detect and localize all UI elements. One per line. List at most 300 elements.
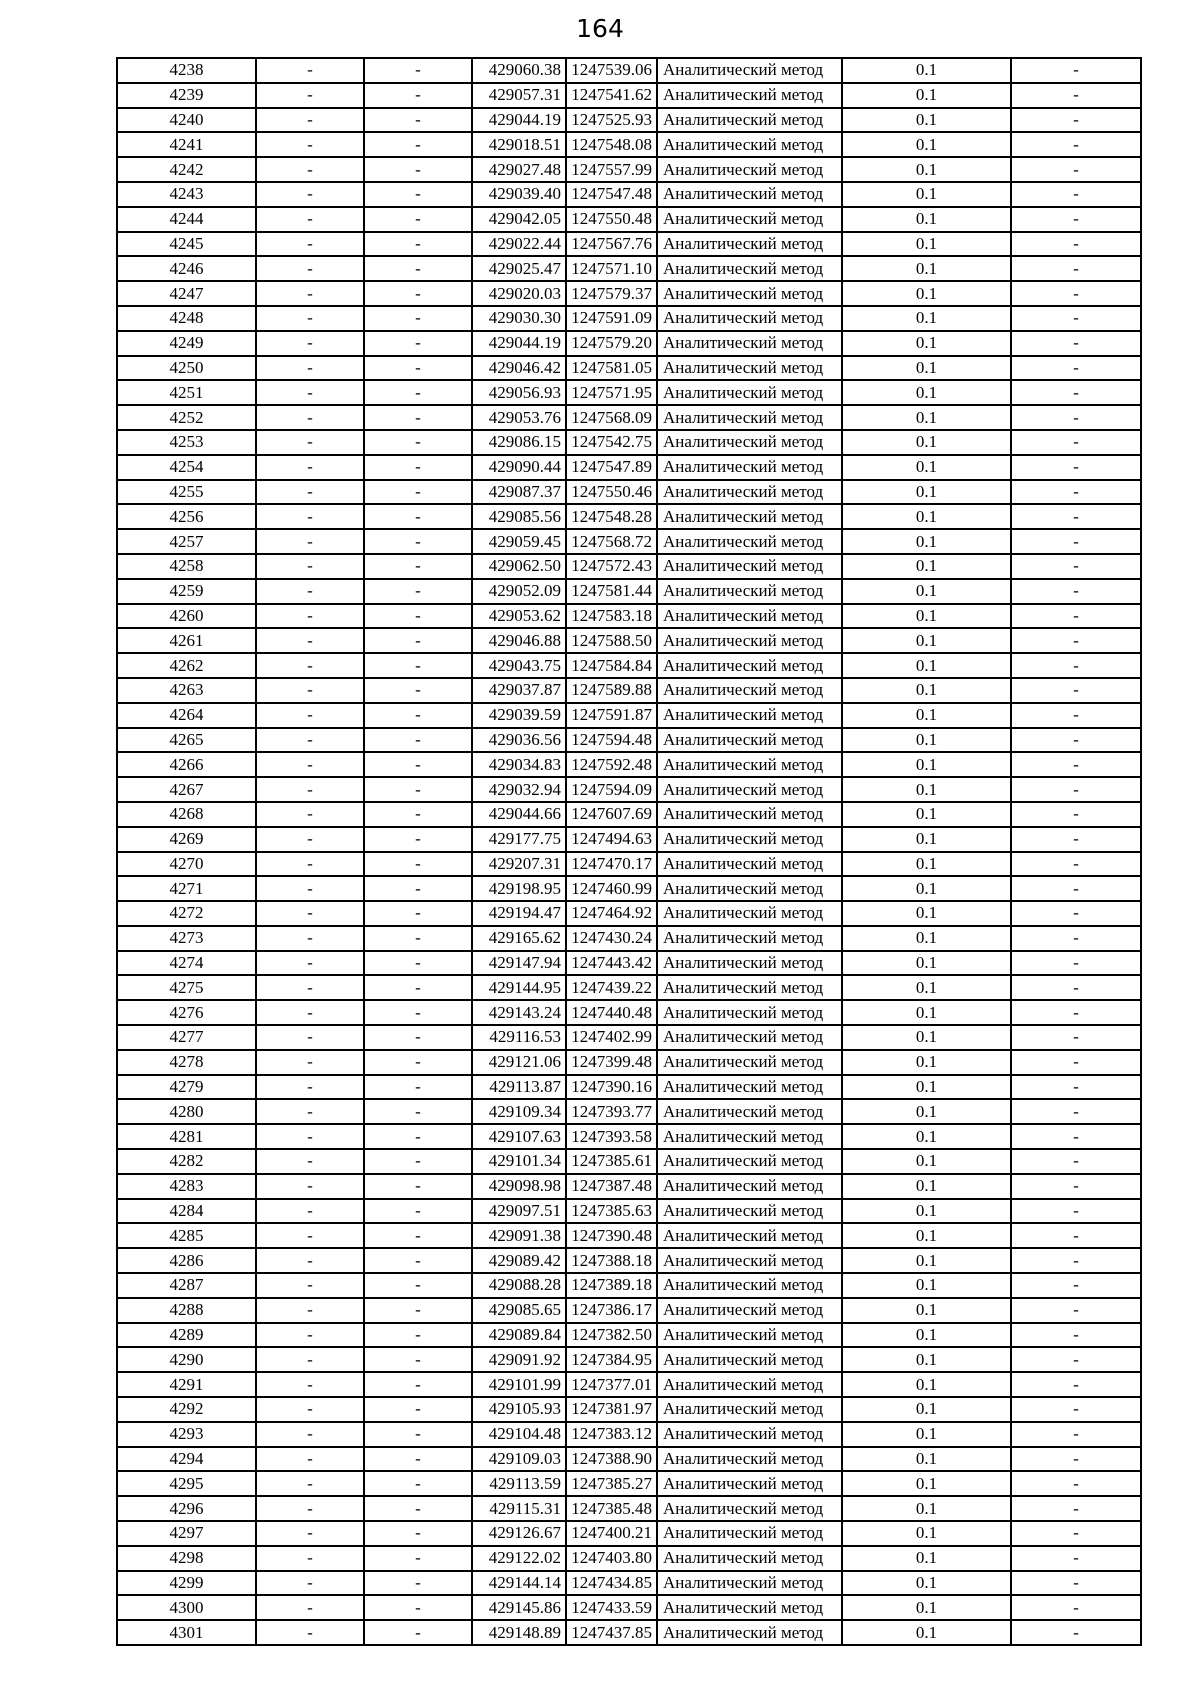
table-row (117, 306, 1141, 331)
method-cell: Аналитический метод (657, 1273, 842, 1298)
point-number-cell: 4289 (117, 1323, 256, 1348)
point-number-cell: 4285 (117, 1223, 256, 1248)
method-cell: Аналитический метод (657, 1298, 842, 1323)
x-coordinate-cell: 429046.42 (472, 356, 566, 381)
dash-cell: - (364, 1000, 472, 1025)
dash-cell: - (256, 1099, 364, 1124)
y-coordinate-cell: 1247572.43 (566, 554, 657, 579)
x-coordinate-cell: 429046.88 (472, 628, 566, 653)
point-number-cell: 4256 (117, 504, 256, 529)
dash-cell: - (364, 1397, 472, 1422)
y-coordinate-cell: 1247581.05 (566, 356, 657, 381)
dash-cell: - (1011, 554, 1141, 579)
point-number-cell: 4298 (117, 1546, 256, 1571)
method-cell: Аналитический метод (657, 1347, 842, 1372)
dash-cell: - (1011, 232, 1141, 257)
point-number-cell: 4263 (117, 678, 256, 703)
x-coordinate-cell: 429145.86 (472, 1595, 566, 1620)
dash-cell: - (364, 108, 472, 133)
precision-cell: 0.1 (842, 1149, 1011, 1174)
point-number-cell: 4296 (117, 1496, 256, 1521)
x-coordinate-cell: 429105.93 (472, 1397, 566, 1422)
dash-cell: - (1011, 1149, 1141, 1174)
precision-cell: 0.1 (842, 1248, 1011, 1273)
dash-cell: - (256, 876, 364, 901)
precision-cell: 0.1 (842, 1620, 1011, 1645)
x-coordinate-cell: 429039.59 (472, 703, 566, 728)
y-coordinate-cell: 1247384.95 (566, 1347, 657, 1372)
table-row (117, 1075, 1141, 1100)
dash-cell: - (1011, 752, 1141, 777)
table-row (117, 554, 1141, 579)
method-cell: Аналитический метод (657, 108, 842, 133)
table-row (117, 951, 1141, 976)
y-coordinate-cell: 1247470.17 (566, 852, 657, 877)
y-coordinate-cell: 1247390.48 (566, 1223, 657, 1248)
y-coordinate-cell: 1247382.50 (566, 1323, 657, 1348)
method-cell: Аналитический метод (657, 1174, 842, 1199)
method-cell: Аналитический метод (657, 777, 842, 802)
table-row (117, 1273, 1141, 1298)
x-coordinate-cell: 429043.75 (472, 653, 566, 678)
method-cell: Аналитический метод (657, 1595, 842, 1620)
dash-cell: - (1011, 256, 1141, 281)
dash-cell: - (256, 480, 364, 505)
x-coordinate-cell: 429059.45 (472, 529, 566, 554)
table-row (117, 58, 1141, 83)
dash-cell: - (256, 777, 364, 802)
dash-cell: - (1011, 1471, 1141, 1496)
x-coordinate-cell: 429036.56 (472, 728, 566, 753)
dash-cell: - (364, 480, 472, 505)
x-coordinate-cell: 429044.19 (472, 331, 566, 356)
y-coordinate-cell: 1247434.85 (566, 1571, 657, 1596)
precision-cell: 0.1 (842, 777, 1011, 802)
dash-cell: - (1011, 430, 1141, 455)
table-row (117, 926, 1141, 951)
table-row (117, 827, 1141, 852)
y-coordinate-cell: 1247385.63 (566, 1199, 657, 1224)
y-coordinate-cell: 1247494.63 (566, 827, 657, 852)
dash-cell: - (1011, 1496, 1141, 1521)
dash-cell: - (1011, 1422, 1141, 1447)
dash-cell: - (364, 256, 472, 281)
y-coordinate-cell: 1247389.18 (566, 1273, 657, 1298)
point-number-cell: 4270 (117, 852, 256, 877)
point-number-cell: 4252 (117, 405, 256, 430)
dash-cell: - (1011, 1248, 1141, 1273)
table-row (117, 207, 1141, 232)
precision-cell: 0.1 (842, 1447, 1011, 1472)
table-row (117, 1323, 1141, 1348)
x-coordinate-cell: 429057.31 (472, 83, 566, 108)
point-number-cell: 4295 (117, 1471, 256, 1496)
precision-cell: 0.1 (842, 480, 1011, 505)
dash-cell: - (364, 827, 472, 852)
x-coordinate-cell: 429116.53 (472, 1025, 566, 1050)
point-number-cell: 4281 (117, 1124, 256, 1149)
dash-cell: - (1011, 802, 1141, 827)
dash-cell: - (256, 1075, 364, 1100)
y-coordinate-cell: 1247440.48 (566, 1000, 657, 1025)
table-row (117, 232, 1141, 257)
table-row (117, 1546, 1141, 1571)
precision-cell: 0.1 (842, 1496, 1011, 1521)
point-number-cell: 4244 (117, 207, 256, 232)
x-coordinate-cell: 429088.28 (472, 1273, 566, 1298)
y-coordinate-cell: 1247571.95 (566, 380, 657, 405)
point-number-cell: 4301 (117, 1620, 256, 1645)
dash-cell: - (256, 1347, 364, 1372)
method-cell: Аналитический метод (657, 455, 842, 480)
dash-cell: - (1011, 1199, 1141, 1224)
dash-cell: - (1011, 1447, 1141, 1472)
precision-cell: 0.1 (842, 852, 1011, 877)
table-row (117, 1496, 1141, 1521)
dash-cell: - (364, 1595, 472, 1620)
x-coordinate-cell: 429109.03 (472, 1447, 566, 1472)
x-coordinate-cell: 429056.93 (472, 380, 566, 405)
method-cell: Аналитический метод (657, 926, 842, 951)
dash-cell: - (256, 1471, 364, 1496)
dash-cell: - (1011, 604, 1141, 629)
method-cell: Аналитический метод (657, 1447, 842, 1472)
point-number-cell: 4284 (117, 1199, 256, 1224)
dash-cell: - (364, 405, 472, 430)
x-coordinate-cell: 429115.31 (472, 1496, 566, 1521)
dash-cell: - (1011, 926, 1141, 951)
x-coordinate-cell: 429091.38 (472, 1223, 566, 1248)
point-number-cell: 4278 (117, 1050, 256, 1075)
table-row (117, 1471, 1141, 1496)
precision-cell: 0.1 (842, 1050, 1011, 1075)
precision-cell: 0.1 (842, 1124, 1011, 1149)
y-coordinate-cell: 1247403.80 (566, 1546, 657, 1571)
point-number-cell: 4238 (117, 58, 256, 83)
precision-cell: 0.1 (842, 604, 1011, 629)
y-coordinate-cell: 1247460.99 (566, 876, 657, 901)
x-coordinate-cell: 429207.31 (472, 852, 566, 877)
dash-cell: - (1011, 678, 1141, 703)
dash-cell: - (256, 256, 364, 281)
x-coordinate-cell: 429194.47 (472, 901, 566, 926)
x-coordinate-cell: 429113.87 (472, 1075, 566, 1100)
x-coordinate-cell: 429085.56 (472, 504, 566, 529)
x-coordinate-cell: 429089.42 (472, 1248, 566, 1273)
dash-cell: - (1011, 1273, 1141, 1298)
method-cell: Аналитический метод (657, 876, 842, 901)
dash-cell: - (1011, 480, 1141, 505)
dash-cell: - (364, 1422, 472, 1447)
dash-cell: - (1011, 703, 1141, 728)
point-number-cell: 4291 (117, 1372, 256, 1397)
method-cell: Аналитический метод (657, 628, 842, 653)
dash-cell: - (364, 802, 472, 827)
dash-cell: - (364, 1248, 472, 1273)
x-coordinate-cell: 429144.14 (472, 1571, 566, 1596)
dash-cell: - (1011, 628, 1141, 653)
table-row (117, 975, 1141, 1000)
method-cell: Аналитический метод (657, 728, 842, 753)
precision-cell: 0.1 (842, 975, 1011, 1000)
dash-cell: - (256, 1397, 364, 1422)
table-row (117, 182, 1141, 207)
y-coordinate-cell: 1247589.88 (566, 678, 657, 703)
precision-cell: 0.1 (842, 380, 1011, 405)
point-number-cell: 4299 (117, 1571, 256, 1596)
y-coordinate-cell: 1247594.48 (566, 728, 657, 753)
dash-cell: - (256, 802, 364, 827)
dash-cell: - (1011, 331, 1141, 356)
method-cell: Аналитический метод (657, 529, 842, 554)
dash-cell: - (1011, 1521, 1141, 1546)
dash-cell: - (364, 306, 472, 331)
precision-cell: 0.1 (842, 653, 1011, 678)
precision-cell: 0.1 (842, 1174, 1011, 1199)
y-coordinate-cell: 1247385.27 (566, 1471, 657, 1496)
x-coordinate-cell: 429126.67 (472, 1521, 566, 1546)
y-coordinate-cell: 1247430.24 (566, 926, 657, 951)
precision-cell: 0.1 (842, 802, 1011, 827)
dash-cell: - (364, 728, 472, 753)
method-cell: Аналитический метод (657, 1521, 842, 1546)
y-coordinate-cell: 1247583.18 (566, 604, 657, 629)
dash-cell: - (256, 504, 364, 529)
y-coordinate-cell: 1247592.48 (566, 752, 657, 777)
x-coordinate-cell: 429148.89 (472, 1620, 566, 1645)
y-coordinate-cell: 1247385.48 (566, 1496, 657, 1521)
y-coordinate-cell: 1247541.62 (566, 83, 657, 108)
y-coordinate-cell: 1247584.84 (566, 653, 657, 678)
table-row (117, 83, 1141, 108)
x-coordinate-cell: 429097.51 (472, 1199, 566, 1224)
method-cell: Аналитический метод (657, 306, 842, 331)
table-row (117, 728, 1141, 753)
method-cell: Аналитический метод (657, 207, 842, 232)
dash-cell: - (364, 1323, 472, 1348)
dash-cell: - (364, 58, 472, 83)
precision-cell: 0.1 (842, 256, 1011, 281)
dash-cell: - (1011, 281, 1141, 306)
table-row (117, 256, 1141, 281)
point-number-cell: 4254 (117, 455, 256, 480)
precision-cell: 0.1 (842, 331, 1011, 356)
point-number-cell: 4272 (117, 901, 256, 926)
precision-cell: 0.1 (842, 455, 1011, 480)
method-cell: Аналитический метод (657, 1124, 842, 1149)
method-cell: Аналитический метод (657, 356, 842, 381)
dash-cell: - (1011, 83, 1141, 108)
method-cell: Аналитический метод (657, 1496, 842, 1521)
dash-cell: - (256, 182, 364, 207)
table-row (117, 1447, 1141, 1472)
point-number-cell: 4280 (117, 1099, 256, 1124)
y-coordinate-cell: 1247464.92 (566, 901, 657, 926)
dash-cell: - (256, 1199, 364, 1224)
dash-cell: - (364, 926, 472, 951)
y-coordinate-cell: 1247388.90 (566, 1447, 657, 1472)
point-number-cell: 4290 (117, 1347, 256, 1372)
method-cell: Аналитический метод (657, 1075, 842, 1100)
dash-cell: - (364, 455, 472, 480)
x-coordinate-cell: 429089.84 (472, 1323, 566, 1348)
point-number-cell: 4255 (117, 480, 256, 505)
precision-cell: 0.1 (842, 1273, 1011, 1298)
y-coordinate-cell: 1247386.17 (566, 1298, 657, 1323)
table-row (117, 1050, 1141, 1075)
x-coordinate-cell: 429062.50 (472, 554, 566, 579)
y-coordinate-cell: 1247443.42 (566, 951, 657, 976)
table-row (117, 405, 1141, 430)
point-number-cell: 4247 (117, 281, 256, 306)
dash-cell: - (1011, 777, 1141, 802)
dash-cell: - (1011, 1397, 1141, 1422)
table-row (117, 703, 1141, 728)
dash-cell: - (256, 728, 364, 753)
point-number-cell: 4246 (117, 256, 256, 281)
x-coordinate-cell: 429034.83 (472, 752, 566, 777)
method-cell: Аналитический метод (657, 975, 842, 1000)
point-number-cell: 4251 (117, 380, 256, 405)
dash-cell: - (1011, 1174, 1141, 1199)
dash-cell: - (1011, 728, 1141, 753)
precision-cell: 0.1 (842, 83, 1011, 108)
point-number-cell: 4258 (117, 554, 256, 579)
method-cell: Аналитический метод (657, 1571, 842, 1596)
method-cell: Аналитический метод (657, 1620, 842, 1645)
dash-cell: - (1011, 455, 1141, 480)
table-row (117, 1099, 1141, 1124)
dash-cell: - (364, 1174, 472, 1199)
precision-cell: 0.1 (842, 1298, 1011, 1323)
method-cell: Аналитический метод (657, 1397, 842, 1422)
dash-cell: - (364, 232, 472, 257)
y-coordinate-cell: 1247381.97 (566, 1397, 657, 1422)
dash-cell: - (364, 1298, 472, 1323)
method-cell: Аналитический метод (657, 157, 842, 182)
dash-cell: - (256, 628, 364, 653)
y-coordinate-cell: 1247539.06 (566, 58, 657, 83)
y-coordinate-cell: 1247439.22 (566, 975, 657, 1000)
y-coordinate-cell: 1247433.59 (566, 1595, 657, 1620)
point-number-cell: 4243 (117, 182, 256, 207)
dash-cell: - (256, 678, 364, 703)
dash-cell: - (1011, 1025, 1141, 1050)
precision-cell: 0.1 (842, 232, 1011, 257)
dash-cell: - (364, 182, 472, 207)
x-coordinate-cell: 429053.62 (472, 604, 566, 629)
x-coordinate-cell: 429037.87 (472, 678, 566, 703)
dash-cell: - (364, 1025, 472, 1050)
dash-cell: - (256, 1546, 364, 1571)
y-coordinate-cell: 1247568.09 (566, 405, 657, 430)
table-row (117, 356, 1141, 381)
method-cell: Аналитический метод (657, 1050, 842, 1075)
x-coordinate-cell: 429060.38 (472, 58, 566, 83)
x-coordinate-cell: 429020.03 (472, 281, 566, 306)
dash-cell: - (364, 975, 472, 1000)
method-cell: Аналитический метод (657, 83, 842, 108)
precision-cell: 0.1 (842, 752, 1011, 777)
table-row (117, 1298, 1141, 1323)
x-coordinate-cell: 429109.34 (472, 1099, 566, 1124)
precision-cell: 0.1 (842, 1099, 1011, 1124)
dash-cell: - (364, 380, 472, 405)
precision-cell: 0.1 (842, 1372, 1011, 1397)
table-row (117, 604, 1141, 629)
y-coordinate-cell: 1247437.85 (566, 1620, 657, 1645)
dash-cell: - (256, 827, 364, 852)
method-cell: Аналитический метод (657, 1099, 842, 1124)
point-number-cell: 4288 (117, 1298, 256, 1323)
table-row (117, 678, 1141, 703)
y-coordinate-cell: 1247390.16 (566, 1075, 657, 1100)
method-cell: Аналитический метод (657, 1372, 842, 1397)
dash-cell: - (1011, 1323, 1141, 1348)
table-row (117, 1174, 1141, 1199)
precision-cell: 0.1 (842, 1546, 1011, 1571)
y-coordinate-cell: 1247547.89 (566, 455, 657, 480)
dash-cell: - (364, 356, 472, 381)
dash-cell: - (364, 653, 472, 678)
dash-cell: - (1011, 157, 1141, 182)
point-number-cell: 4271 (117, 876, 256, 901)
precision-cell: 0.1 (842, 281, 1011, 306)
dash-cell: - (256, 331, 364, 356)
method-cell: Аналитический метод (657, 653, 842, 678)
dash-cell: - (256, 58, 364, 83)
method-cell: Аналитический метод (657, 256, 842, 281)
dash-cell: - (256, 1496, 364, 1521)
dash-cell: - (1011, 1223, 1141, 1248)
dash-cell: - (256, 1323, 364, 1348)
dash-cell: - (1011, 876, 1141, 901)
method-cell: Аналитический метод (657, 331, 842, 356)
precision-cell: 0.1 (842, 1199, 1011, 1224)
x-coordinate-cell: 429086.15 (472, 430, 566, 455)
dash-cell: - (256, 1174, 364, 1199)
dash-cell: - (256, 232, 364, 257)
table-row (117, 777, 1141, 802)
x-coordinate-cell: 429042.05 (472, 207, 566, 232)
x-coordinate-cell: 429122.02 (472, 1546, 566, 1571)
dash-cell: - (256, 579, 364, 604)
coordinates-table (116, 57, 1142, 1646)
method-cell: Аналитический метод (657, 827, 842, 852)
point-number-cell: 4253 (117, 430, 256, 455)
precision-cell: 0.1 (842, 1000, 1011, 1025)
precision-cell: 0.1 (842, 306, 1011, 331)
y-coordinate-cell: 1247557.99 (566, 157, 657, 182)
precision-cell: 0.1 (842, 628, 1011, 653)
x-coordinate-cell: 429052.09 (472, 579, 566, 604)
precision-cell: 0.1 (842, 1075, 1011, 1100)
y-coordinate-cell: 1247607.69 (566, 802, 657, 827)
dash-cell: - (256, 752, 364, 777)
y-coordinate-cell: 1247547.48 (566, 182, 657, 207)
x-coordinate-cell: 429107.63 (472, 1124, 566, 1149)
dash-cell: - (1011, 1620, 1141, 1645)
table-row (117, 331, 1141, 356)
dash-cell: - (1011, 132, 1141, 157)
dash-cell: - (364, 901, 472, 926)
dash-cell: - (256, 455, 364, 480)
dash-cell: - (256, 306, 364, 331)
precision-cell: 0.1 (842, 1323, 1011, 1348)
y-coordinate-cell: 1247399.48 (566, 1050, 657, 1075)
dash-cell: - (1011, 951, 1141, 976)
precision-cell: 0.1 (842, 827, 1011, 852)
